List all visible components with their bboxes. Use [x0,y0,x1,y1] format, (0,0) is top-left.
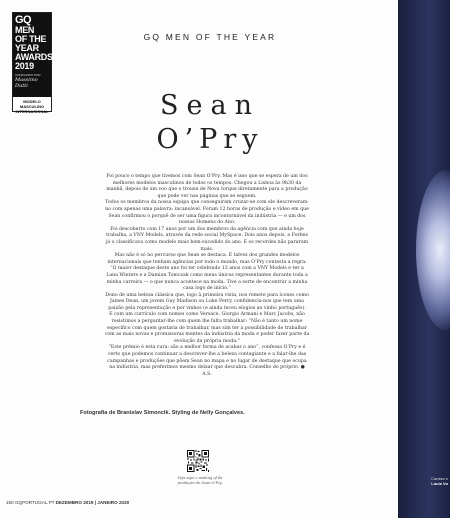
gq-men-of-the-year-badge [12,12,52,112]
qr-caption: Veja aqui o making of da produção de Sean O’Pry. [177,476,223,485]
photo-credit: Fotografia de Branislav Simoncik. Styling de Nelly Gonçalves. [80,410,245,416]
photo-caption [431,476,448,486]
page-footer [6,500,206,505]
article-title-first: Sean [160,90,260,121]
badge-line: AWARDS [15,52,53,62]
body-paragraph: “Este prémio é esta cura: são a melhor forma de acabar o ano”, confessa O’Pry e é certo que podemos continuar a descrever-lhe a beleza contagiante e a falar-lhe das campanhas e produções que põem Sean no mapa e no lugar de destaque que ocupa na indústria, mas preferimos mesmo deixar que descubra. Conselho do próprio. ● A.S. [107,345,307,377]
badge-sponsor-label: CONDUZIDO POR [15,73,41,77]
badge-category-line: MASCULINO [19,104,45,109]
photo-caption-brand: Louis Vu [431,481,448,486]
body-paragraph: Foi descoberto com 17 anos por um dos membros da agência com que ainda hoje trabalha, a VNY Models, através da rede social MySpace. Dois anos depois, a Forbes já o classificava como modelo mais bem-sucedido do ano. E os recordes não pararam mais. [105,226,309,252]
section-kicker: GQ MEN OF THE YEAR [143,32,277,42]
body-paragraph: Mas não é só no percurso que Sean se destaca. É talvez dos grandes modelos internacionais que tenham agências por todo o mundo, mas O’Pry contesta a regra: “O maior destaque deste ano foi ter celebrado 13 anos com a VNY Models e ter a Lana Winters e a Damian Tomczak como meus únicos representantes durante toda a minha carreira — o que nunca acontece na moda. Tive a sorte de encontrar a minha casa logo de início.” [106,253,308,292]
badge-category-line: MODELO [23,99,41,104]
photo-caption-line: Camisa e [431,476,448,481]
body-paragraph: Dono de uma beleza clássica que, logo à primeira vista, nos remete para ícones como James Dean, um jovem Guy Madison ou Luke Perry, confidencia-nos que tem uma paixão pela representação e por vinhos (e ainda teceu elogios ao vinho português). [105,292,309,311]
body-paragraph: E com um currículo com nomes como Versace, Giorgio Armani e Marc Jacobs, não resistimos a perguntar-lhe com quem lhe falta trabalhar: “Não é tanto um nome específico com quem gostaria de trabalhar, mas sim ter a possibilidade de trabalhar com as mais novas e promissoras mentes da indústria da moda e poder fazer parte da evolução da própria moda.” [104,312,310,344]
photo-light [416,170,450,330]
page-number: 150 [6,500,14,505]
badge-line: OF THE [15,34,47,44]
article-body [104,174,310,378]
issue-date: DEZEMBRO 2019 | JANEIRO 2020 [55,500,130,505]
qr-code-icon[interactable] [187,450,209,472]
badge-category [13,97,51,114]
badge-line: YEAR [15,43,39,53]
badge-category-line: INTERNACIONAL [15,109,49,114]
gq-logo: GQ [15,14,32,26]
facing-page-photo [398,0,450,518]
badge-line: 2019 [15,61,34,71]
badge-line: MEN [15,25,35,35]
magazine-url: GQPORTUGAL.PT [14,500,55,505]
article-title-last: O’Pry [156,124,264,155]
body-paragraph: Todos os membros da nossa equipa que conseguiram cruzar-se com ele descreveram-no com apenas uma palavra: incansável. Foram 12 horas de produção e vídeo em que Sean confirmou o porquê de ser uma figura incontornável da indústria — e um dos nossos Homens do Ano. [105,200,309,226]
badge-header [13,13,51,97]
badge-sponsor-name: Massimo Dutti [15,77,38,89]
body-paragraph: Foi pouco o tempo que tivemos com Sean O’Pry. Mas é isso que se espera de um dos melhores modelos masculinos de todos os tempos. Chegou a Lisboa às 9h30 da manhã, depois de um voo que o trouxe de Nova Iorque diretamente para a produção que pode ver nas páginas que se seguem. [106,174,308,199]
